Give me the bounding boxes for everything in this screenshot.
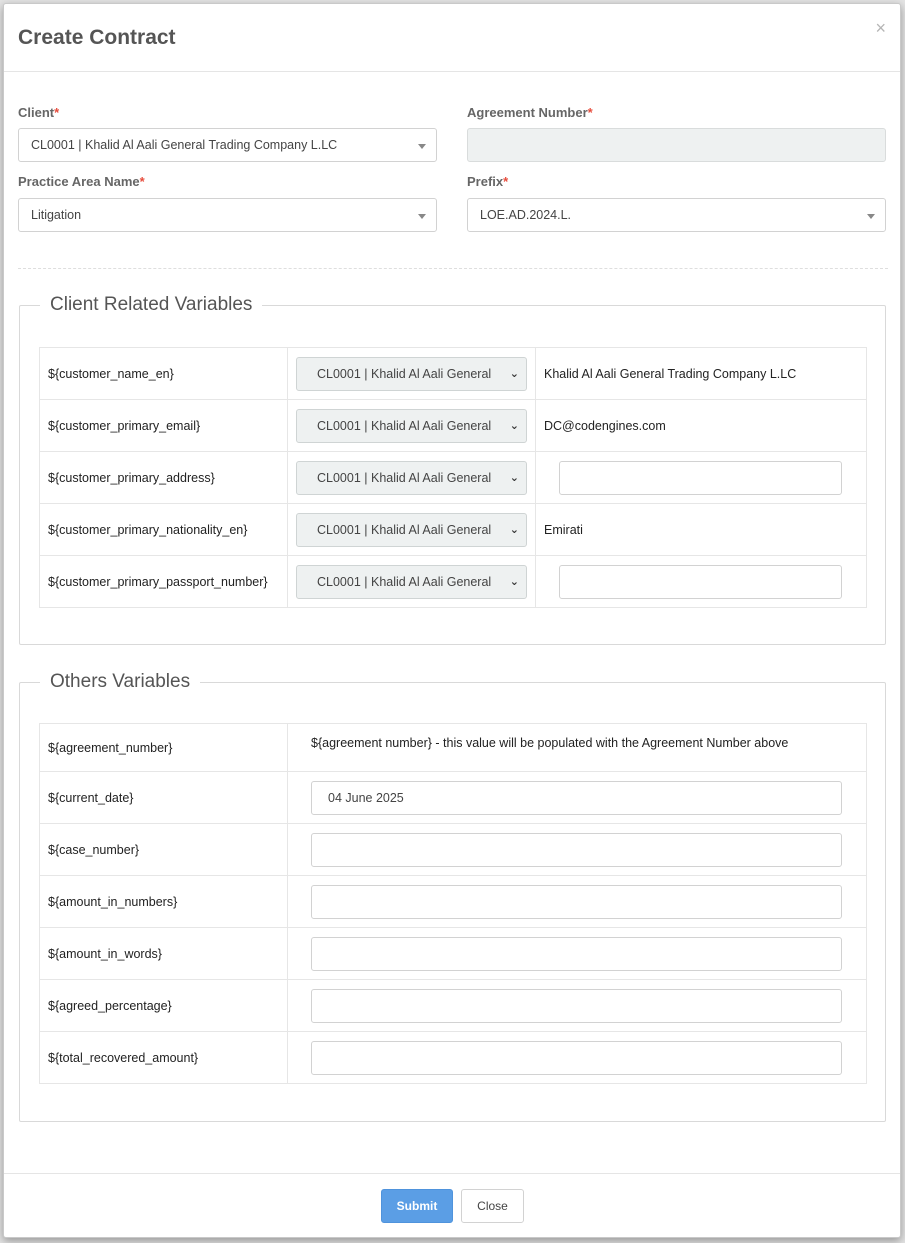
- table-row: [40, 928, 867, 980]
- close-icon[interactable]: ×: [875, 18, 886, 38]
- address-input[interactable]: [559, 461, 842, 495]
- amount-in-numbers-input[interactable]: [311, 885, 842, 919]
- client-variable-select-value: CL0001 | Khalid Al Aali General: [317, 418, 492, 433]
- required-mark: *: [503, 174, 509, 189]
- client-variable-select[interactable]: [296, 513, 527, 547]
- passport-number-input[interactable]: [559, 565, 842, 599]
- prefix-label: [467, 174, 508, 189]
- table-row: [40, 400, 867, 452]
- submit-button[interactable]: Submit: [381, 1189, 453, 1223]
- chevron-down-icon: ⌄: [509, 419, 519, 432]
- variable-name: ${customer_primary_passport_number}: [40, 556, 288, 608]
- chevron-down-icon: [418, 214, 426, 219]
- chevron-down-icon: ⌄: [509, 575, 519, 588]
- client-variable-select-value: CL0001 | Khalid Al Aali General: [317, 574, 492, 589]
- variable-name: ${agreement_number}: [40, 724, 288, 772]
- practice-area-label-text: Practice Area Name: [18, 174, 140, 189]
- client-label-text: Client: [18, 105, 55, 120]
- others-variables-legend: Others Variables: [40, 671, 200, 693]
- client-variable-select[interactable]: [296, 409, 527, 443]
- client-label: [18, 105, 59, 120]
- section-divider: [18, 268, 888, 269]
- table-row: [40, 452, 867, 504]
- prefix-select-value: LOE.AD.2024.L.: [480, 208, 572, 222]
- table-row: [40, 556, 867, 608]
- client-variables-fieldset: [19, 294, 886, 645]
- table-row: [40, 348, 867, 400]
- client-variables-table: [39, 347, 867, 608]
- case-number-input[interactable]: [311, 833, 842, 867]
- others-variables-fieldset: [19, 671, 886, 1122]
- create-contract-modal: [3, 3, 901, 1238]
- table-row: [40, 724, 867, 772]
- modal-footer: [4, 1173, 900, 1174]
- practice-area-select[interactable]: [18, 198, 437, 232]
- modal-title: Create Contract: [18, 26, 176, 49]
- table-row: [40, 1032, 867, 1084]
- client-select-value: CL0001 | Khalid Al Aali General Trading Company L.LC: [31, 138, 338, 152]
- client-variable-select[interactable]: [296, 461, 527, 495]
- chevron-down-icon: ⌄: [509, 523, 519, 536]
- table-row: [40, 504, 867, 556]
- variable-name: ${case_number}: [40, 824, 288, 876]
- practice-area-select-value: Litigation: [31, 208, 82, 222]
- required-mark: *: [54, 105, 60, 120]
- variable-value: DC@codengines.com: [536, 400, 867, 452]
- variable-value: Khalid Al Aali General Trading Company L.LC: [536, 348, 867, 400]
- table-row: [40, 772, 867, 824]
- client-variable-select-value: CL0001 | Khalid Al Aali General: [317, 366, 492, 381]
- chevron-down-icon: [418, 144, 426, 149]
- variable-name: ${amount_in_words}: [40, 928, 288, 980]
- total-recovered-amount-input[interactable]: [311, 1041, 842, 1075]
- agreement-number-label: [467, 105, 593, 120]
- client-variable-select[interactable]: [296, 565, 527, 599]
- client-variables-legend: Client Related Variables: [40, 294, 262, 316]
- required-mark: *: [139, 174, 145, 189]
- amount-in-words-input[interactable]: [311, 937, 842, 971]
- agreement-number-note: ${agreement number} - this value will be populated with the Agreement Number above: [288, 724, 867, 772]
- current-date-input[interactable]: 04 June 2025: [311, 781, 842, 815]
- variable-value: Emirati: [536, 504, 867, 556]
- client-variable-select-value: CL0001 | Khalid Al Aali General: [317, 470, 492, 485]
- variable-name: ${amount_in_numbers}: [40, 876, 288, 928]
- chevron-down-icon: ⌄: [509, 367, 519, 380]
- chevron-down-icon: ⌄: [509, 471, 519, 484]
- required-mark: *: [587, 105, 593, 120]
- agreement-number-label-text: Agreement Number: [467, 105, 588, 120]
- client-variable-select[interactable]: [296, 357, 527, 391]
- others-variables-table: [39, 723, 867, 1084]
- close-button[interactable]: Close: [461, 1189, 524, 1223]
- variable-name: ${current_date}: [40, 772, 288, 824]
- table-row: [40, 876, 867, 928]
- agreement-number-input: [467, 128, 886, 162]
- client-variable-select-value: CL0001 | Khalid Al Aali General: [317, 522, 492, 537]
- table-row: [40, 824, 867, 876]
- prefix-select[interactable]: [467, 198, 886, 232]
- table-row: [40, 980, 867, 1032]
- chevron-down-icon: [867, 214, 875, 219]
- agreed-percentage-input[interactable]: [311, 989, 842, 1023]
- variable-name: ${customer_primary_nationality_en}: [40, 504, 288, 556]
- modal-header: [4, 4, 900, 72]
- variable-name: ${customer_primary_address}: [40, 452, 288, 504]
- variable-name: ${customer_name_en}: [40, 348, 288, 400]
- variable-name: ${customer_primary_email}: [40, 400, 288, 452]
- variable-name: ${total_recovered_amount}: [40, 1032, 288, 1084]
- variable-name: ${agreed_percentage}: [40, 980, 288, 1032]
- client-select[interactable]: [18, 128, 437, 162]
- practice-area-label: [18, 174, 145, 189]
- prefix-label-text: Prefix: [467, 174, 504, 189]
